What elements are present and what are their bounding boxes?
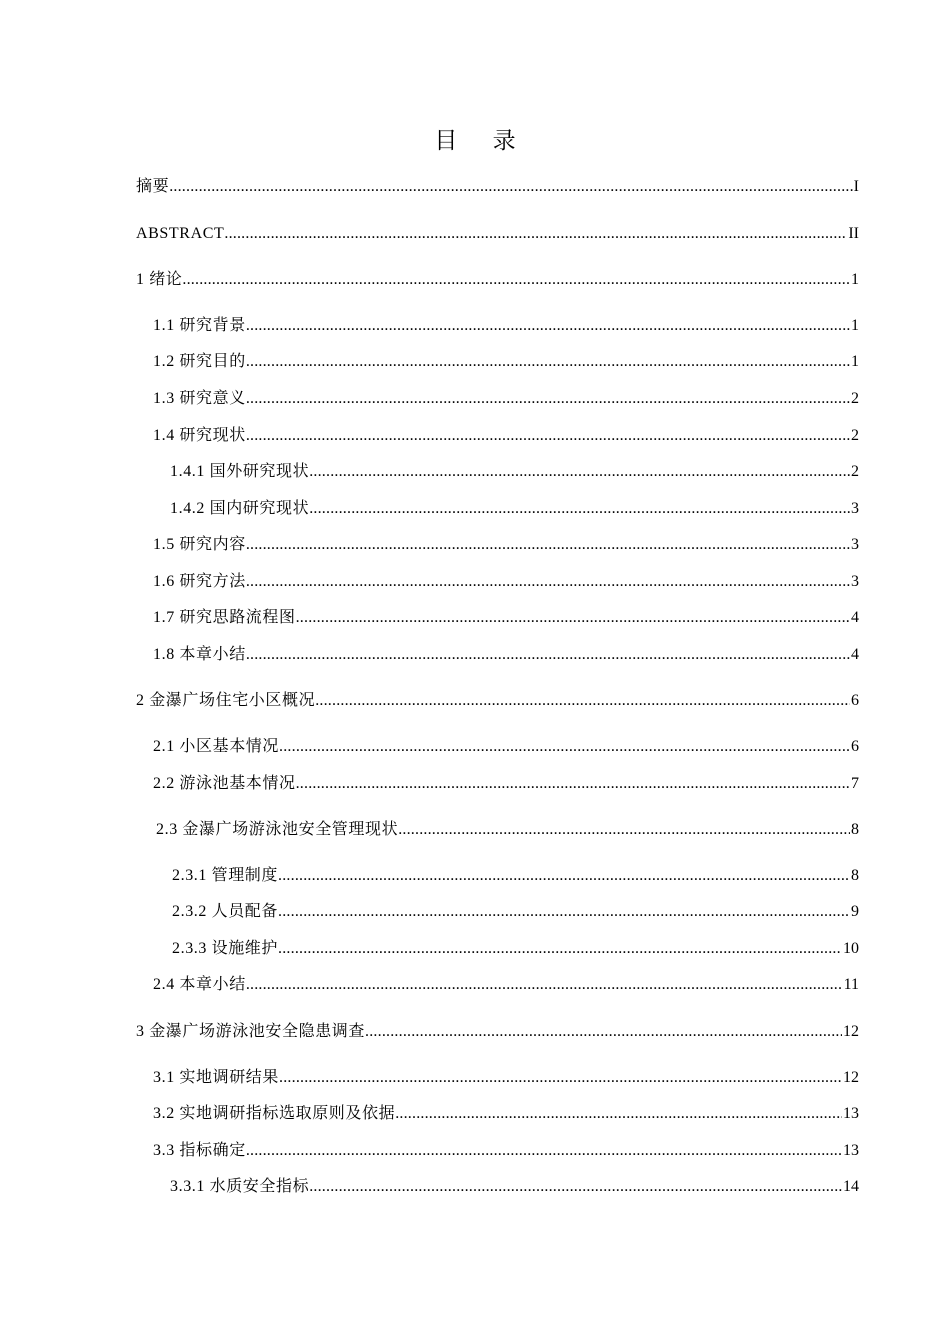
dot-leader xyxy=(224,222,847,246)
toc-entry-page: 1 xyxy=(851,317,859,334)
toc-entry-page: 12 xyxy=(843,1023,859,1040)
toc-entry-label: 2.3.1 管理制度 xyxy=(172,867,279,884)
dot-leader xyxy=(296,772,850,796)
toc-entry-label: 1.8 本章小结 xyxy=(153,646,246,663)
toc-entry-2-3[interactable] xyxy=(156,818,859,842)
toc-entry-page: 14 xyxy=(843,1178,859,1195)
dot-leader xyxy=(278,900,850,924)
toc-entry-page: 6 xyxy=(851,692,859,709)
dot-leader xyxy=(246,570,850,594)
toc-entry-label: 1 绪论 xyxy=(136,271,183,288)
toc-entry-page: 4 xyxy=(851,646,859,663)
toc-entry-1-4[interactable] xyxy=(153,424,859,448)
dot-leader xyxy=(279,735,850,759)
toc-entry-label: 2.3.2 人员配备 xyxy=(172,903,279,920)
toc-entry-3-2[interactable] xyxy=(153,1102,859,1126)
toc-entry-label: 1.4 研究现状 xyxy=(153,427,246,444)
toc-entry-page: 2 xyxy=(851,463,859,480)
toc-entry-label: 1.6 研究方法 xyxy=(153,573,246,590)
dot-leader xyxy=(246,350,850,374)
toc-entry-1-1[interactable] xyxy=(153,314,859,338)
toc-entry-3-3-1[interactable] xyxy=(170,1175,859,1199)
toc-entry-page: 11 xyxy=(843,976,859,993)
toc-entry-1-4-2[interactable] xyxy=(170,497,859,521)
toc-entry-label: 2.3.3 设施维护 xyxy=(172,940,279,957)
toc-entry-page: 4 xyxy=(851,609,859,626)
toc-entry-2-1[interactable] xyxy=(153,735,859,759)
toc-entry-label: ABSTRACT xyxy=(136,225,225,242)
toc-entry-label: 摘要 xyxy=(136,178,170,195)
toc-entry-label: 2.2 游泳池基本情况 xyxy=(153,775,296,792)
dot-leader xyxy=(279,1066,842,1090)
dot-leader xyxy=(309,1175,842,1199)
dot-leader xyxy=(365,1020,842,1044)
dot-leader xyxy=(246,533,850,557)
dot-leader xyxy=(246,643,850,667)
toc-entry-page: 10 xyxy=(843,940,859,957)
toc-entry-3-3[interactable] xyxy=(153,1139,859,1163)
toc-entry-page: II xyxy=(848,225,859,242)
toc-entry-page: 8 xyxy=(851,821,859,838)
dot-leader xyxy=(246,314,850,338)
toc-entry-label: 3.3.1 水质安全指标 xyxy=(170,1178,310,1195)
dot-leader xyxy=(296,606,850,630)
toc-entry-2-3-3[interactable] xyxy=(172,937,859,961)
toc-entry-label: 1.3 研究意义 xyxy=(153,390,246,407)
toc-entry-label: 2.4 本章小结 xyxy=(153,976,246,993)
toc-entry-1-7[interactable] xyxy=(153,606,859,630)
dot-leader xyxy=(169,175,852,199)
toc-entry-page: 13 xyxy=(843,1105,859,1122)
toc-entry-page: 12 xyxy=(843,1069,859,1086)
dot-leader xyxy=(309,460,850,484)
toc-entry-label: 2 金瀑广场住宅小区概况 xyxy=(136,692,316,709)
dot-leader xyxy=(246,1139,842,1163)
toc-entry-1-8[interactable] xyxy=(153,643,859,667)
dot-leader xyxy=(246,973,843,997)
dot-leader xyxy=(182,268,850,292)
toc-entry-label: 2.1 小区基本情况 xyxy=(153,738,280,755)
toc-entry-page: 9 xyxy=(851,903,859,920)
toc-entry-1-2[interactable] xyxy=(153,350,859,374)
toc-entry-label: 1.7 研究思路流程图 xyxy=(153,609,296,626)
toc-entry-label: 3.1 实地调研结果 xyxy=(153,1069,280,1086)
toc-title: 目 录 xyxy=(434,128,530,154)
dot-leader xyxy=(278,864,850,888)
toc-entry-2-3-2[interactable] xyxy=(172,900,859,924)
toc-entry-abstract-en[interactable] xyxy=(136,222,859,246)
toc-entry-chapter-3[interactable] xyxy=(136,1020,859,1044)
toc-entry-label: 2.3 金瀑广场游泳池安全管理现状 xyxy=(156,821,399,838)
dot-leader xyxy=(398,818,850,842)
toc-entry-label: 1.4.2 国内研究现状 xyxy=(170,500,310,517)
toc-entry-label: 3.3 指标确定 xyxy=(153,1142,246,1159)
toc-entry-page: 2 xyxy=(851,390,859,407)
toc-entry-page: 7 xyxy=(851,775,859,792)
dot-leader xyxy=(315,689,850,713)
toc-entry-1-6[interactable] xyxy=(153,570,859,594)
toc-entry-page: 1 xyxy=(851,353,859,370)
toc-entry-1-4-1[interactable] xyxy=(170,460,859,484)
toc-entry-label: 1.2 研究目的 xyxy=(153,353,246,370)
toc-entry-chapter-2[interactable] xyxy=(136,689,859,713)
toc-entry-label: 3.2 实地调研指标选取原则及依据 xyxy=(153,1105,396,1122)
dot-leader xyxy=(395,1102,842,1126)
dot-leader xyxy=(246,387,850,411)
toc-entry-1-5[interactable] xyxy=(153,533,859,557)
toc-entry-label: 3 金瀑广场游泳池安全隐患调查 xyxy=(136,1023,366,1040)
toc-entry-2-3-1[interactable] xyxy=(172,864,859,888)
toc-entry-page: 13 xyxy=(843,1142,859,1159)
toc-entry-page: 3 xyxy=(851,536,859,553)
toc-entry-1-3[interactable] xyxy=(153,387,859,411)
toc-entry-page: 2 xyxy=(851,427,859,444)
toc-entry-page: 6 xyxy=(851,738,859,755)
toc-entry-label: 1.4.1 国外研究现状 xyxy=(170,463,310,480)
toc-entry-page: 3 xyxy=(851,573,859,590)
toc-entry-label: 1.1 研究背景 xyxy=(153,317,246,334)
toc-entry-2-4[interactable] xyxy=(153,973,859,997)
toc-entry-page: 8 xyxy=(851,867,859,884)
toc-entry-page: I xyxy=(853,178,859,195)
dot-leader xyxy=(278,937,842,961)
toc-entry-2-2[interactable] xyxy=(153,772,859,796)
toc-entry-chapter-1[interactable] xyxy=(136,268,859,292)
dot-leader xyxy=(309,497,850,521)
toc-entry-3-1[interactable] xyxy=(153,1066,859,1090)
toc-entry-page: 3 xyxy=(851,500,859,517)
toc-entry-abstract-cn[interactable] xyxy=(136,175,859,199)
toc-entry-page: 1 xyxy=(851,271,859,288)
toc-entry-label: 1.5 研究内容 xyxy=(153,536,246,553)
dot-leader xyxy=(246,424,850,448)
